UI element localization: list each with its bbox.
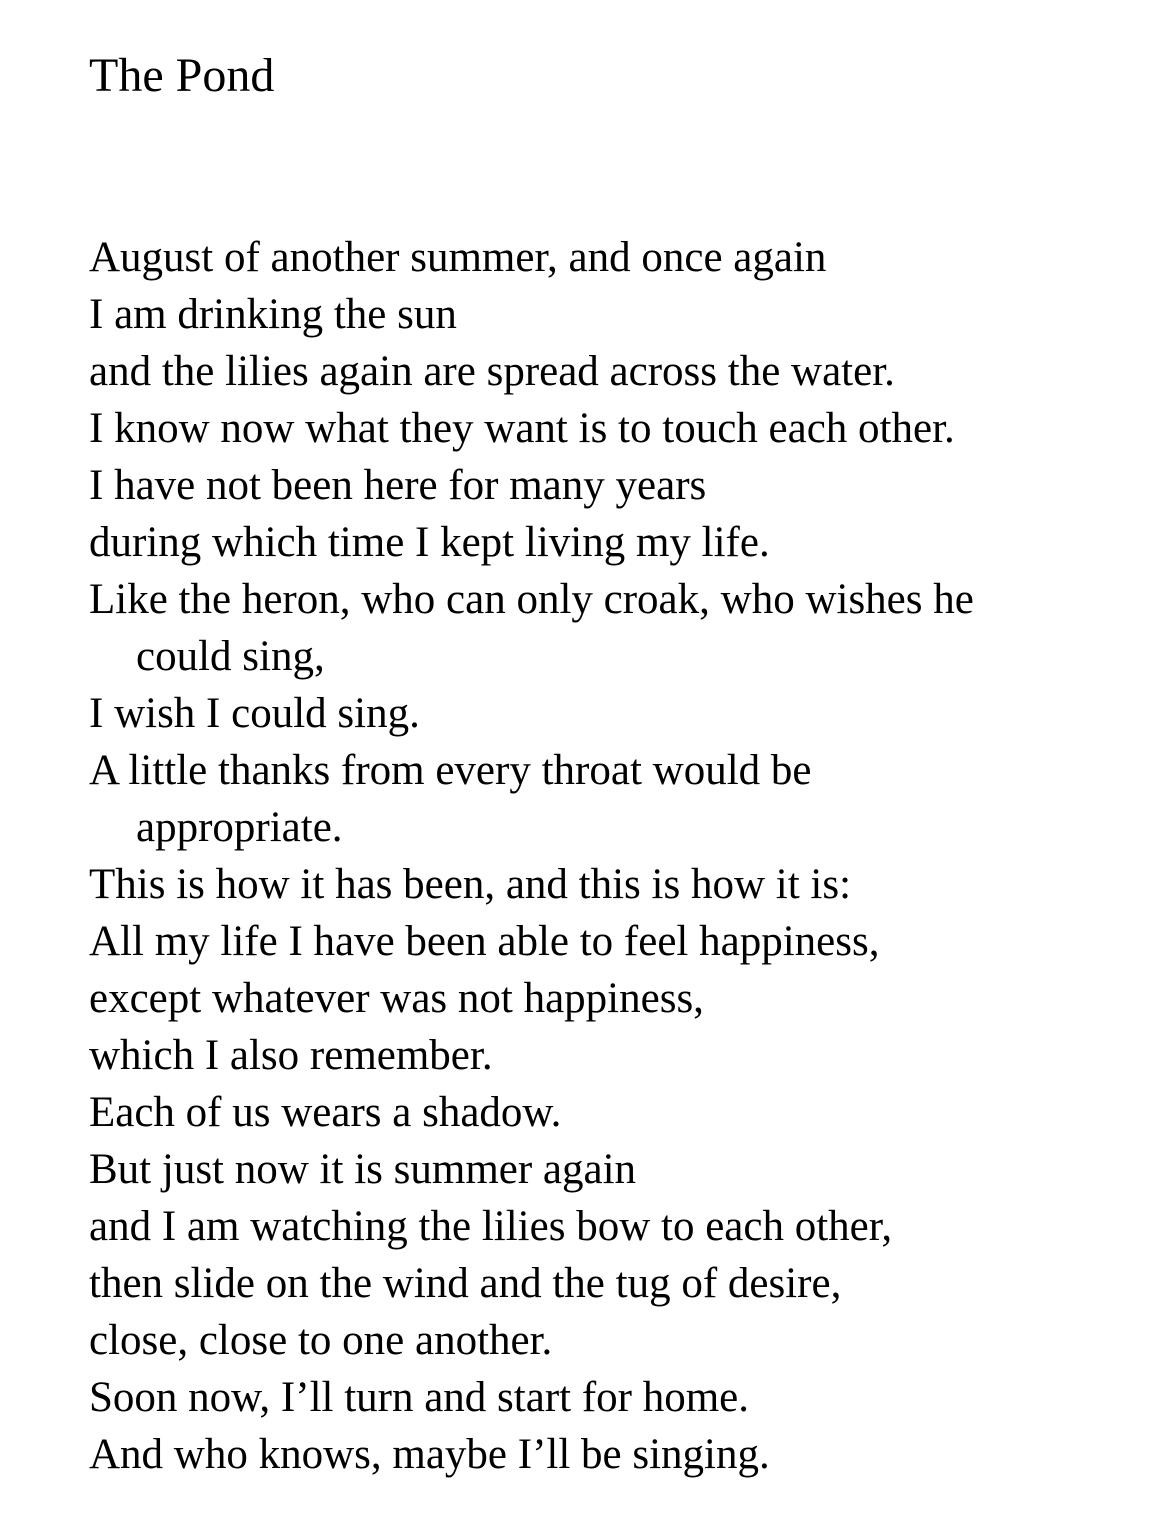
poem-line: I have not been here for many years — [89, 462, 707, 509]
poem-line: I am drinking the sun — [89, 291, 457, 338]
poem-line: which I also remember. — [89, 1032, 493, 1079]
poem-body — [89, 229, 1149, 1483]
poem-line: close, close to one another. — [89, 1317, 553, 1364]
poem-line: Soon now, I’ll turn and start for home. — [89, 1374, 750, 1421]
poem-line: This is how it has been, and this is how it is: — [89, 861, 852, 908]
poem-line: except whatever was not happiness, — [89, 975, 704, 1022]
poem-line: Each of us wears a shadow. — [89, 1089, 562, 1136]
poem-line: August of another summer, and once again — [89, 234, 827, 281]
poem-line: I wish I could sing. — [89, 690, 420, 737]
poem-line: But just now it is summer again — [89, 1146, 637, 1193]
poem-line-continuation: could sing, — [136, 633, 325, 680]
poem-line: and the lilies again are spread across the water. — [89, 348, 895, 395]
poem-line: Like the heron, who can only croak, who wishes he could sing, — [89, 571, 1149, 685]
poem-line: I know now what they want is to touch each other. — [89, 405, 955, 452]
poem-line: and I am watching the lilies bow to each other, — [89, 1203, 893, 1250]
poem-line: And who knows, maybe I’ll be singing. — [89, 1431, 770, 1478]
poem-title: The Pond — [89, 49, 275, 102]
poem-line: during which time I kept living my life. — [89, 519, 770, 566]
poem-line: then slide on the wind and the tug of desire, — [89, 1260, 842, 1307]
poem-line: All my life I have been able to feel happiness, — [89, 918, 880, 965]
poem-line: A little thanks from every throat would be appropriate. — [89, 742, 1149, 856]
poem-line-continuation: appropriate. — [136, 804, 343, 851]
